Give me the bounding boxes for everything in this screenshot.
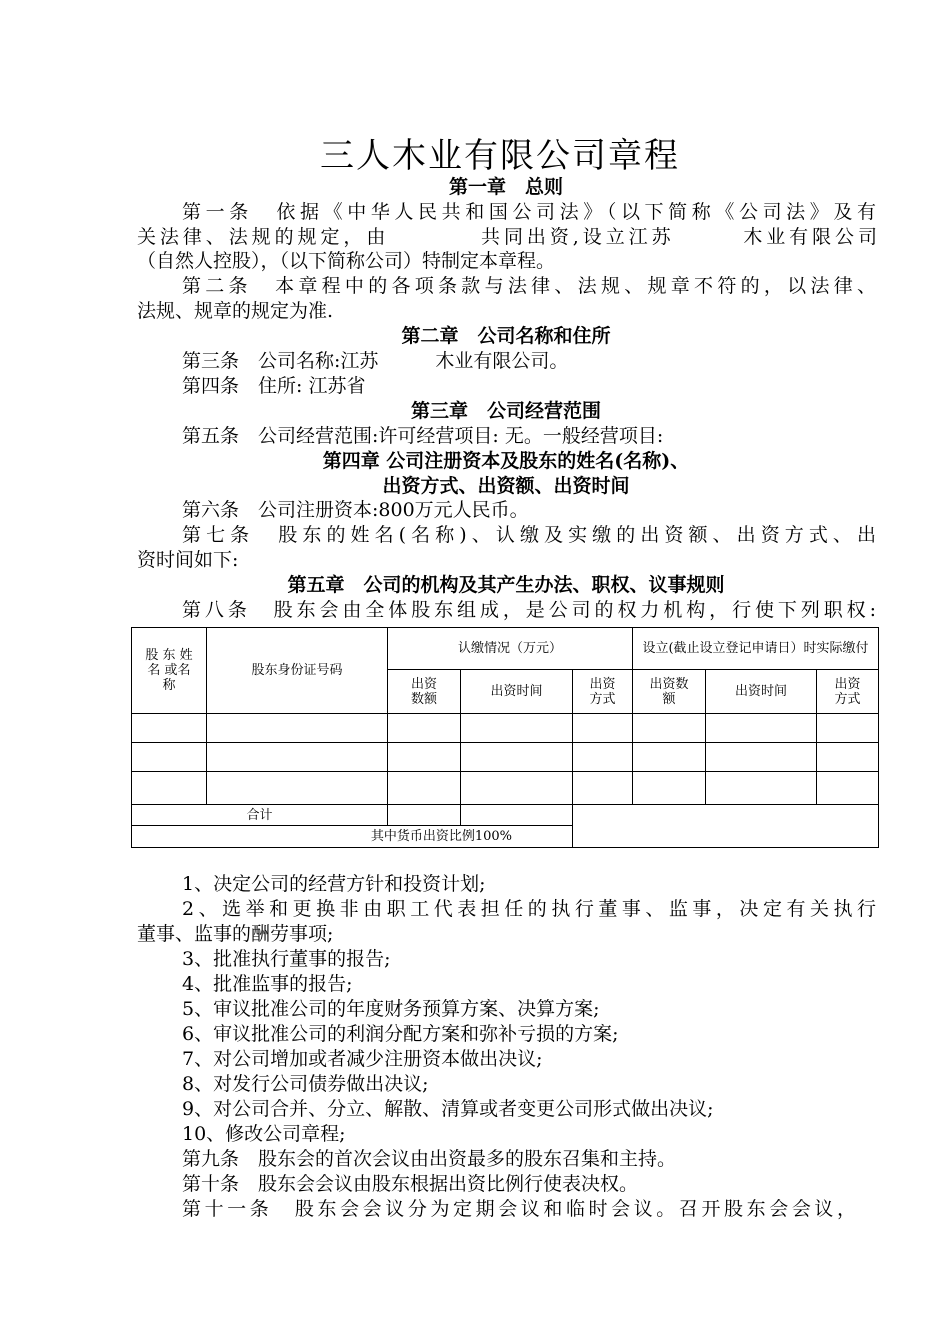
header-paid-amount: 出资数额	[633, 670, 706, 714]
header-shareholder-name: 股 东 姓 名 或名称	[132, 628, 207, 714]
chapter-2-heading: 第二章 公司名称和住所	[401, 325, 611, 347]
article-5: 第五条 公司经营范围:许可经营项目: 无。一般经营项目:	[182, 425, 664, 447]
article-1-line-2: 关法律、法规的规定，由 共同出资,设立江苏 木业有限公司	[137, 226, 877, 248]
article-11-line-1: 第十一条 股东会会议分为定期会议和临时会议。召开股东会会议，	[182, 1198, 856, 1220]
article-8: 第八条 股东会由全体股东组成，是公司的权力机构，行使下列职权:	[182, 599, 876, 621]
header-paid-method: 出资方式	[817, 670, 879, 714]
power-item-9: 9、对公司合并、分立、解散、清算或者变更公司形式做出决议;	[182, 1098, 714, 1120]
table-row	[132, 714, 879, 743]
header-subscribed-amount: 出资数额	[388, 670, 461, 714]
chapter-4-heading-line-1: 第四章 公司注册资本及股东的姓名(名称)、	[322, 450, 690, 472]
power-item-4: 4、批准监事的报告;	[182, 973, 353, 995]
chapter-3-heading: 第三章 公司经营范围	[410, 400, 601, 422]
total-label: 合计	[132, 805, 388, 826]
article-2-line-1: 第二条 本章程中的各项条款与法律、法规、规章不符的，以法律、	[182, 275, 876, 297]
table-currency-row	[132, 826, 879, 848]
header-subscribed: 认缴情况（万元）	[388, 628, 633, 670]
power-item-8: 8、对发行公司债券做出决议;	[182, 1073, 429, 1095]
article-6: 第六条 公司注册资本:800万元人民币。	[182, 499, 529, 521]
chapter-4-heading-line-2: 出资方式、出资额、出资时间	[382, 475, 630, 497]
article-4: 第四条 住所: 江苏省	[182, 375, 366, 397]
article-7-line-2: 资时间如下:	[137, 549, 239, 571]
power-item-7: 7、对公司增加或者减少注册资本做出决议;	[182, 1048, 543, 1070]
power-item-10: 10、修改公司章程;	[182, 1123, 346, 1145]
power-item-3: 3、批准执行董事的报告;	[182, 948, 391, 970]
table-total-row	[132, 805, 879, 826]
power-item-5: 5、审议批准公司的年度财务预算方案、决算方案;	[182, 998, 600, 1020]
article-10: 第十条 股东会会议由股东根据出资比例行使表决权。	[182, 1173, 639, 1195]
table-header-row-1	[132, 628, 879, 670]
table-row	[132, 772, 879, 805]
shareholder-contribution-table	[131, 627, 879, 848]
table-row	[132, 743, 879, 772]
power-item-1: 1、决定公司的经营方针和投资计划;	[182, 873, 486, 895]
chapter-5-heading: 第五章 公司的机构及其产生办法、职权、议事规则	[287, 574, 725, 596]
article-1-line-1: 第一条 依据《中华人民共和国公司法》（以下简称《公司法》及有	[182, 201, 876, 223]
article-1-line-3: （自然人控股），（以下简称公司）特制定本章程。	[137, 250, 556, 272]
currency-ratio-label: 其中货币出资比例100%	[132, 826, 573, 848]
article-9: 第九条 股东会的首次会议由出资最多的股东召集和主持。	[182, 1148, 677, 1170]
power-item-2-line-1: 2、选举和更换非由职工代表担任的执行董事、监事，决定有关执行	[182, 898, 876, 920]
header-subscribed-time: 出资时间	[461, 670, 573, 714]
power-item-2-line-2: 董事、监事的酬劳事项;	[137, 923, 334, 945]
header-paid-time: 出资时间	[706, 670, 817, 714]
article-2-line-2: 法规、规章的规定为准.	[137, 300, 334, 322]
header-id-number: 股东身份证号码	[207, 628, 388, 714]
header-actual-paid: 设立(截止设立登记申请日）时实际缴付	[633, 628, 879, 670]
power-item-6: 6、审议批准公司的利润分配方案和弥补亏损的方案;	[182, 1023, 619, 1045]
article-7-line-1: 第七条 股东的姓名(名称)、认缴及实缴的出资额、出资方式、出	[182, 524, 876, 546]
chapter-1-heading: 第一章 总则	[448, 176, 563, 198]
header-subscribed-method: 出资方式	[573, 670, 633, 714]
article-3: 第三条 公司名称:江苏 木业有限公司。	[182, 350, 569, 372]
document-title: 三人木业有限公司章程	[320, 136, 680, 176]
